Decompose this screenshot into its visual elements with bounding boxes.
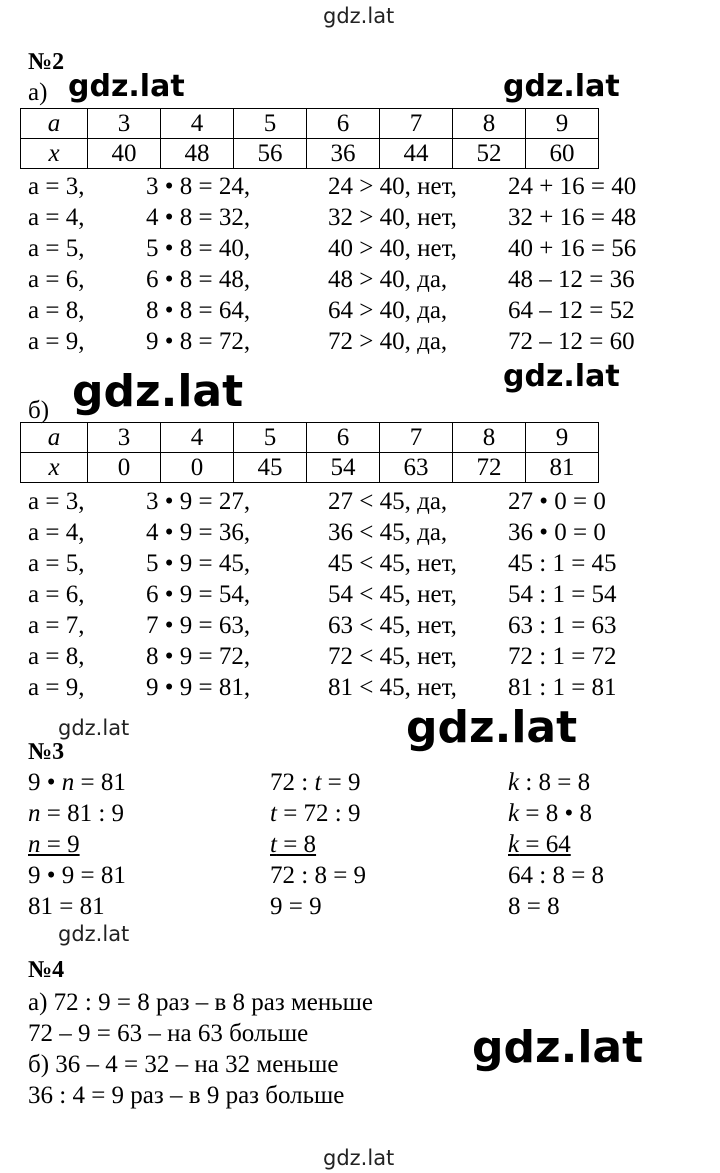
variable: k [508,800,520,827]
table-cell: 6 [307,423,380,453]
table-cell: 45 [234,453,307,483]
table-cell: 81 [526,453,599,483]
table-cell: 4 [161,423,234,453]
equation-line [508,770,590,795]
variable: n [28,831,41,858]
task4-line: 72 – 9 = 63 – на 63 больше [28,1020,309,1047]
solution-cell: 54 < 45, нет, [328,581,457,608]
equation-line [28,770,126,795]
solution-cell: а = 9, [28,674,85,701]
watermark-a-left: gdz.lat [68,69,185,104]
solution-cell: 9 • 8 = 72, [146,328,251,355]
equation-line [270,770,361,795]
variable: t [314,769,322,796]
table-cell: 63 [380,453,453,483]
solution-cell: 27 • 0 = 0 [508,488,606,515]
solution-cell: а = 5, [28,235,85,262]
equation-text: : 8 = 8 [519,769,591,796]
table-cell: 48 [161,139,234,169]
table-b-row-a [21,423,599,453]
solution-cell: 24 + 16 = 40 [508,173,637,200]
equation-text: = 81 [74,769,126,796]
equation-text: = 8 [276,831,317,858]
table-cell: 60 [526,139,599,169]
solution-cell: а = 8, [28,643,85,670]
table-cell: 7 [380,423,453,453]
solution-cell: 81 < 45, нет, [328,674,457,701]
solution-cell: 6 • 9 = 54, [146,581,251,608]
solution-cell: 3 • 9 = 27, [146,488,251,515]
variable: k [508,769,520,796]
task4-line: 36 : 4 = 9 раз – в 9 раз больше [28,1082,345,1109]
table-cell: 5 [234,423,307,453]
table-cell: 36 [307,139,380,169]
table-a-row-a [21,109,599,139]
answer-line [28,832,80,857]
solution-cell: а = 7, [28,612,85,639]
part-b-label: б) [28,397,50,424]
equation-text: = 9 [321,769,361,796]
table-part-b [20,422,599,483]
solution-cell: 48 > 40, да, [328,266,448,293]
solution-cell: 40 > 40, нет, [328,235,457,262]
solution-cell: 7 • 9 = 63, [146,612,251,639]
solution-cell: 64 > 40, да, [328,297,448,324]
variable: n [28,800,41,827]
watermark-a-right: gdz.lat [503,69,620,104]
answer-line [270,832,316,857]
check-line: 9 • 9 = 81 [28,862,126,889]
table-cell: 9 [526,109,599,139]
equation-line [28,801,124,826]
table-cell: 0 [88,453,161,483]
solution-cell: а = 8, [28,297,85,324]
watermark-n3-small: gdz.lat [58,922,130,946]
solution-cell: 27 < 45, да, [328,488,448,515]
table-a-row-x [21,139,599,169]
table-b-row-x [21,453,599,483]
solution-cell: а = 9, [28,328,85,355]
solution-cell: 72 : 1 = 72 [508,643,617,670]
table-cell: x [21,453,88,483]
watermark-b-right: gdz.lat [503,359,620,394]
task4-number: №4 [28,957,65,983]
solution-cell: 45 : 1 = 45 [508,550,617,577]
solution-cell: а = 3, [28,173,85,200]
solution-cell: 63 < 45, нет, [328,612,457,639]
solution-cell: а = 6, [28,581,85,608]
variable: n [61,769,75,796]
equation-text: 72 : [270,769,315,796]
solution-cell: 8 • 9 = 72, [146,643,251,670]
solution-cell: 54 : 1 = 54 [508,581,617,608]
watermark-bottom: gdz.lat [323,1146,395,1170]
task4-line: б) 36 – 4 = 32 – на 32 меньше [28,1051,339,1078]
table-cell: 54 [307,453,380,483]
table-cell: 3 [88,109,161,139]
equation-text: = 64 [519,831,571,858]
table-cell: x [21,139,88,169]
watermark-n4-large: gdz.lat [472,1022,644,1073]
equation-text: = 9 [40,831,80,858]
check-line: 9 = 9 [270,893,322,920]
table-cell: a [21,109,88,139]
solution-cell: 4 • 8 = 32, [146,204,251,231]
solution-cell: 72 < 45, нет, [328,643,457,670]
equation-text: 9 • [28,769,62,796]
table-cell: 8 [453,423,526,453]
table-cell: 56 [234,139,307,169]
check-line: 81 = 81 [28,893,105,920]
equation-line [508,801,592,826]
solution-cell: 72 – 12 = 60 [508,328,635,355]
table-cell: 9 [526,423,599,453]
solution-cell: 5 • 9 = 45, [146,550,251,577]
solution-cell: 36 • 0 = 0 [508,519,606,546]
table-cell: 5 [234,109,307,139]
solution-cell: а = 6, [28,266,85,293]
part-a-label: а) [28,79,48,106]
solution-cell: 5 • 8 = 40, [146,235,251,262]
solution-cell: 72 > 40, да, [328,328,448,355]
table-cell: a [21,423,88,453]
equation-text: = 72 : 9 [276,800,361,827]
solution-cell: а = 3, [28,488,85,515]
solution-cell: а = 4, [28,519,85,546]
solution-cell: 63 : 1 = 63 [508,612,617,639]
table-cell: 0 [161,453,234,483]
task4-line: а) 72 : 9 = 8 раз – в 8 раз меньше [28,989,374,1016]
table-cell: 44 [380,139,453,169]
solution-cell: 36 < 45, да, [328,519,448,546]
solution-cell: 32 + 16 = 48 [508,204,637,231]
check-line: 72 : 8 = 9 [270,862,367,889]
solution-cell: 24 > 40, нет, [328,173,457,200]
solution-cell: 45 < 45, нет, [328,550,457,577]
variable: t [270,800,277,827]
table-cell: 3 [88,423,161,453]
equation-line [270,801,361,826]
solution-cell: 6 • 8 = 48, [146,266,251,293]
table-cell: 40 [88,139,161,169]
solution-cell: 64 – 12 = 52 [508,297,635,324]
solution-cell: 9 • 9 = 81, [146,674,251,701]
table-cell: 4 [161,109,234,139]
equation-text: = 81 : 9 [40,800,125,827]
variable: t [270,831,277,858]
watermark-top: gdz.lat [323,4,395,28]
table-cell: 52 [453,139,526,169]
watermark-mid-large: gdz.lat [406,702,578,753]
solution-cell: 40 + 16 = 56 [508,235,637,262]
variable: k [508,831,520,858]
table-part-a [20,108,599,169]
solution-cell: а = 4, [28,204,85,231]
table-cell: 72 [453,453,526,483]
solution-cell: 3 • 8 = 24, [146,173,251,200]
solution-cell: 81 : 1 = 81 [508,674,617,701]
table-cell: 7 [380,109,453,139]
solution-cell: 4 • 9 = 36, [146,519,251,546]
watermark-mid-small: gdz.lat [58,716,130,740]
answer-line [508,832,571,857]
watermark-b-left: gdz.lat [72,366,244,417]
equation-text: = 8 • 8 [519,800,592,827]
solution-cell: 48 – 12 = 36 [508,266,635,293]
check-line: 8 = 8 [508,893,560,920]
check-line: 64 : 8 = 8 [508,862,605,889]
task2-number: №2 [28,49,65,75]
solution-cell: 8 • 8 = 64, [146,297,251,324]
solution-cell: а = 5, [28,550,85,577]
table-cell: 8 [453,109,526,139]
task3-number: №3 [28,739,65,765]
table-cell: 6 [307,109,380,139]
solution-cell: 32 > 40, нет, [328,204,457,231]
